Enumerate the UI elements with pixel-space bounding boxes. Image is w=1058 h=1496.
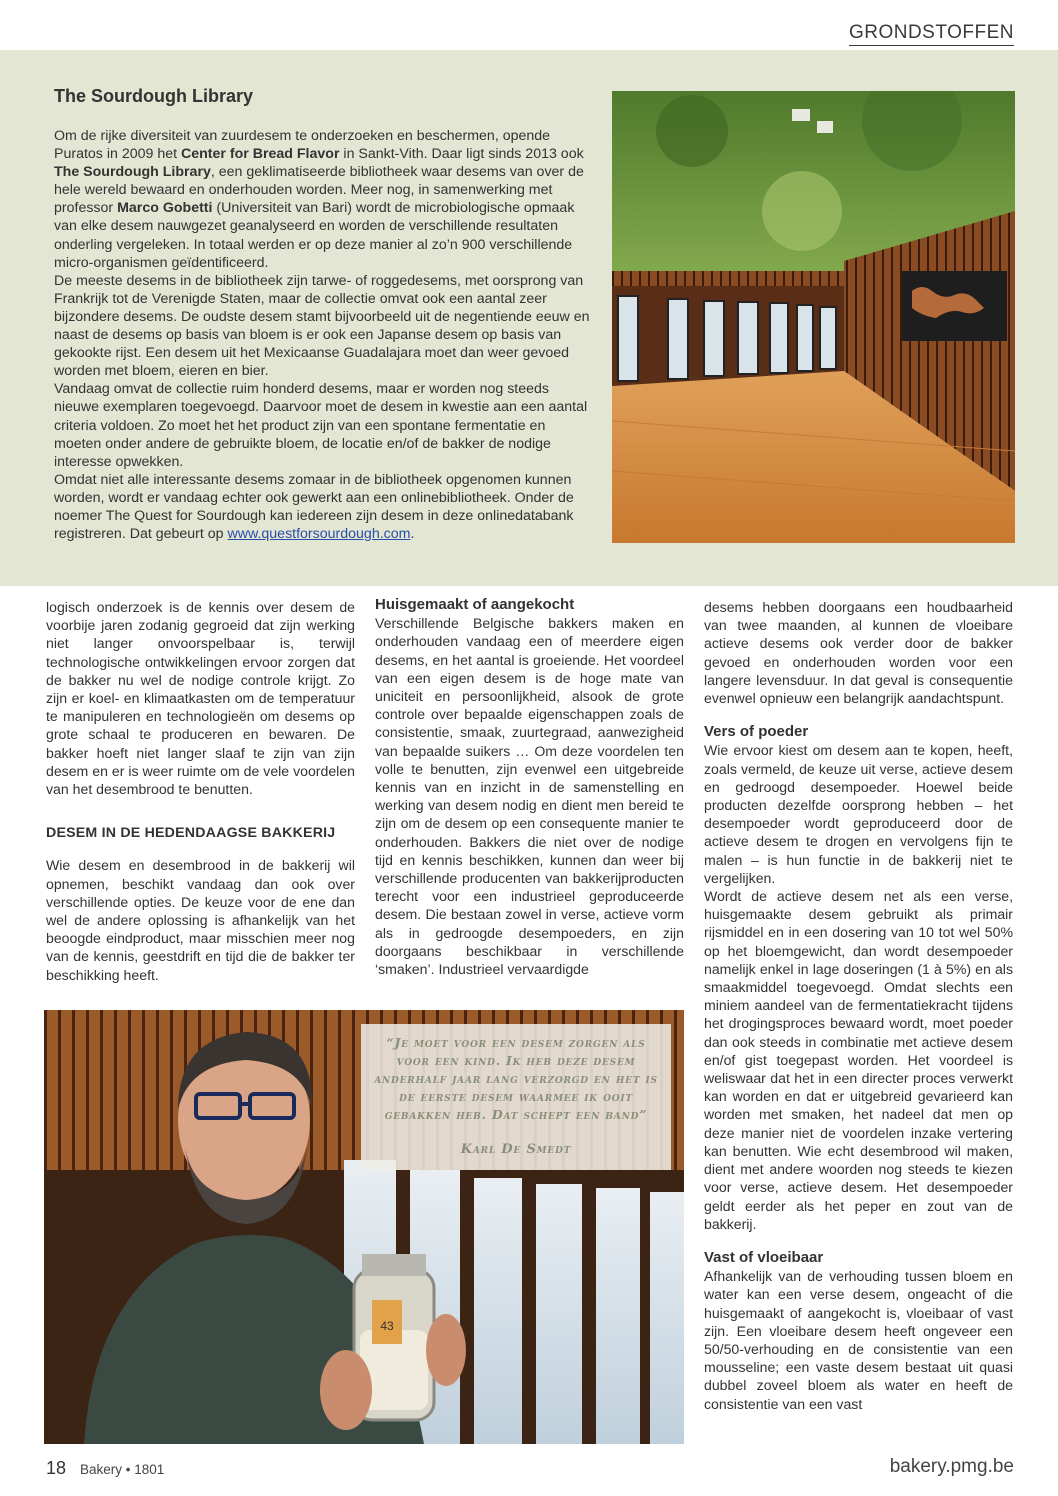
box-body (54, 127, 594, 543)
column-2 (375, 596, 684, 978)
magazine-issue: Bakery • 1801 (80, 1462, 165, 1477)
pull-quote: “Je moet voor een desem zorgen als voor een kind. Ik heb deze desem anderhalf jaar lang verzorgd en het is de eerste desem waarmee ik ooit gebakken heb. Dat schept een band” (374, 1035, 658, 1122)
box-text-run: . (410, 526, 415, 543)
jar-label: 43 (380, 1319, 394, 1333)
section-label: GRONDSTOFFEN (849, 22, 1014, 46)
page-number: 18 (46, 1458, 67, 1478)
box-paragraph: Vandaag omvat de collectie ruim honderd desems, maar er worden nog steeds nieuwe exemplaren toegevoegd. Daarvoor moet de desem in kwestie aan een aantal criteria voldoen. Zo moet het het product zijn van een spontane fermentatie en moeten onder andere de gebruikte bloem, de locatie en/of de bakker de nodige interesse opwekken. (54, 381, 588, 470)
box-bold-run: Marco Gobetti (117, 200, 213, 217)
column-paragraph: desems hebben doorgaans een houdbaarheid van twee maanden, al kunnen de vloeibare actieve desems ook verder door de bakker gevoed en onderhouden worden voor een langere levensduur. In dat geval is consequentie evenwel opnieuw een belangrijk aandachtspunt. (704, 599, 1013, 707)
section-heading: DESEM IN DE HEDENDAAGSE BAKKERIJ (46, 825, 336, 842)
box-text-run: , een geklimatiseerde bibliotheek waar desems van over de hele wereld bewaard en onderhouden worden. Meer nog, in samenwerking met professor (54, 164, 584, 217)
box-paragraph (54, 471, 594, 543)
box-bold-run: The Sourdough Library (54, 164, 211, 181)
quote-author: Karl De Smedt (460, 1142, 572, 1157)
box-title: The Sourdough Library (54, 86, 254, 106)
box-text-run: (Universiteit van Bari) wordt de microbiologische opmaak van elke desem nauwgezet geanalyseerd en worden de verschillende resultaten onderling vergeleken. In totaal werden er op deze manier al zo’n 900 verschillende micro-organismen geïdentificeerd. (54, 200, 575, 271)
library-photo (612, 91, 1015, 543)
column-paragraph: Wordt de actieve desem net als een verse, huisgemaakte desem gebruikt als primair rijsmiddel en in een dosering van 10 tot wel 50% op het bloemgewicht, dan wordt desempoeder namelijk enkel in lage doseringen (1 à 5%) en als smaakmiddel toegevoegd. Omdat slechts een miniem aandeel van de fermentatiekracht tijdens het drogingsproces bewaard wordt, moet poeder dan ook steeds in combinatie met actieve desem en/of gist toegepast worden. Het voordeel is weliswaar dat het in een directer proces verwerkt kan worden en dat er uitgebreid gevarieerd kan worden met smaken, het nadeel dat men op deze manier niet de voordelen inzake vertering kan benutten. Wie echt desembrood wil maken, dient met andere woorden nog steeds te kiezen voor verse, actieve desem. Het desempoeder geldt eerder als het peper en zout van de bakkerij. (704, 888, 1013, 1232)
section-heading: Huisgemaakt of aangekocht (375, 596, 575, 613)
box-bold-run: Center for Bread Flavor (181, 146, 340, 163)
website-url[interactable]: bakery.pmg.be (889, 1456, 1014, 1477)
box-text-run: in Sankt-Vith. Daar ligt sinds 2013 ook (339, 146, 584, 163)
column-paragraph: logisch onderzoek is de kennis over desem de voorbije jaren zodanig gegroeid dat zijn werking niet langer onvoorspelbaar is, terwijl technologische ontwikkelingen ervoor zorgen dat de bakker nu wel de nodige controle krijgt. Zo zijn er koel- en klimaatkasten om de temperatuur te manipuleren en technologieën om desems op grote schaal te produceren en bewaren. De bakker hoeft niet langer slaaf te zijn van zijn desem en er is weer ruimte om de vele voordelen van het desembrood te benutten. (46, 599, 355, 798)
column-1 (46, 598, 355, 984)
box-text-run: Omdat niet alle interessante desems zomaar in de bibliotheek opgenomen kunnen worden, wordt er vandaag echter ook gewerkt aan een onlinebibliotheek. Onder de noemer The Quest for Sourdough kan iedereen zijn desem in deze onlinedatabank registreren. Dat gebeurt op (54, 471, 574, 543)
section-heading: Vers of poeder (704, 723, 809, 741)
column-paragraph: Wie ervoor kiest om desem aan te kopen, heeft, zoals vermeld, de keuze uit verse, actieve desem en gedroogd desempoeder. Hoewel beide producten dezelfde oorsprong hebben – het desempoeder wordt geproduceerd door de actieve desem te drogen en vervolgens fijn te malen – is hun functie in de bakkerij niet te vergelijken. (704, 742, 1013, 886)
column-paragraph: Wie desem en desembrood in de bakkerij wil opnemen, beschikt vandaag dan ook over verschillende opties. De keuze voor de ene dan wel de andere oplossing is afhankelijk van het beoogde eindproduct, maar misschien meer nog van de kennis, geestdrift en tijd die de bakker ter beschikking heeft. (46, 857, 355, 983)
section-heading: Vast of vloeibaar (704, 1248, 824, 1266)
box-text-run: Om de rijke diversiteit van zuurdesem te onderzoeken en beschermen, opende Puratos in 2009 het (54, 128, 551, 163)
column-paragraph: Verschillende Belgische bakkers maken en onderhouden vandaag een of meerdere eigen desems, en het aantal is groeiende. Het voordeel van een eigen desem is de hoge mate van uniciteit en persoonlijkheid, alsook de grote controle over bepaalde eigenschappen zoals de consistentie, smaak, zuurtegraad, aanwezigheid van bepaalde suikers … Om deze voordelen ten volle te benutten, zijn evenwel een uitgebreide kennis van en inzicht in de samenstelling en werking van desem nodig en dient men bereid te zijn om de desem op een consequente manier te onderhouden. Bakkers die niet over de nodige tijd en kennis beschikken, kunnen dan weer bij verschillende producenten van bakkerijproducten terecht voor een industrieel geproduceerde desem. Die bestaan zowel in verse, actieve vorm als in gedroogde desempoeders, en zijn doorgaans beschikbaar in verschillende ‘smaken’. Industrieel vervaardigde (375, 615, 684, 978)
box-paragraph (54, 127, 594, 272)
box-paragraph: De meeste desems in de bibliotheek zijn tarwe- of roggedesems, met oorsprong van Frankrijk tot de Verenigde Staten, maar de collectie omvat ook een aantal zeer bijzondere desems. De oudste desem stamt bijvoorbeeld uit de negentiende eeuw en naast de desems op basis van bloem is er ook een Japanse desem op basis van gekookte rijst. Een desem uit het Mexicaanse Guadalajara moet dan weer gevoed worden met bloem, eieren en bier. (54, 272, 590, 380)
library-photo-svg (612, 91, 1015, 543)
column-3 (704, 598, 1013, 1413)
website-link[interactable]: www.questforsourdough.com (227, 526, 411, 543)
column-paragraph: Afhankelijk van de verhouding tussen bloem en water kan een verse desem, ongeacht of die huisgemaakt of aangekocht is, vloeibaar of vast zijn. Een vloeibare desem heeft ongeveer een 50/50-verhouding en de consistentie van een mousseline; een vaste desem bestaat uit quasi dubbel zoveel bloem als water en heeft de consistentie van een vast (704, 1268, 1013, 1412)
